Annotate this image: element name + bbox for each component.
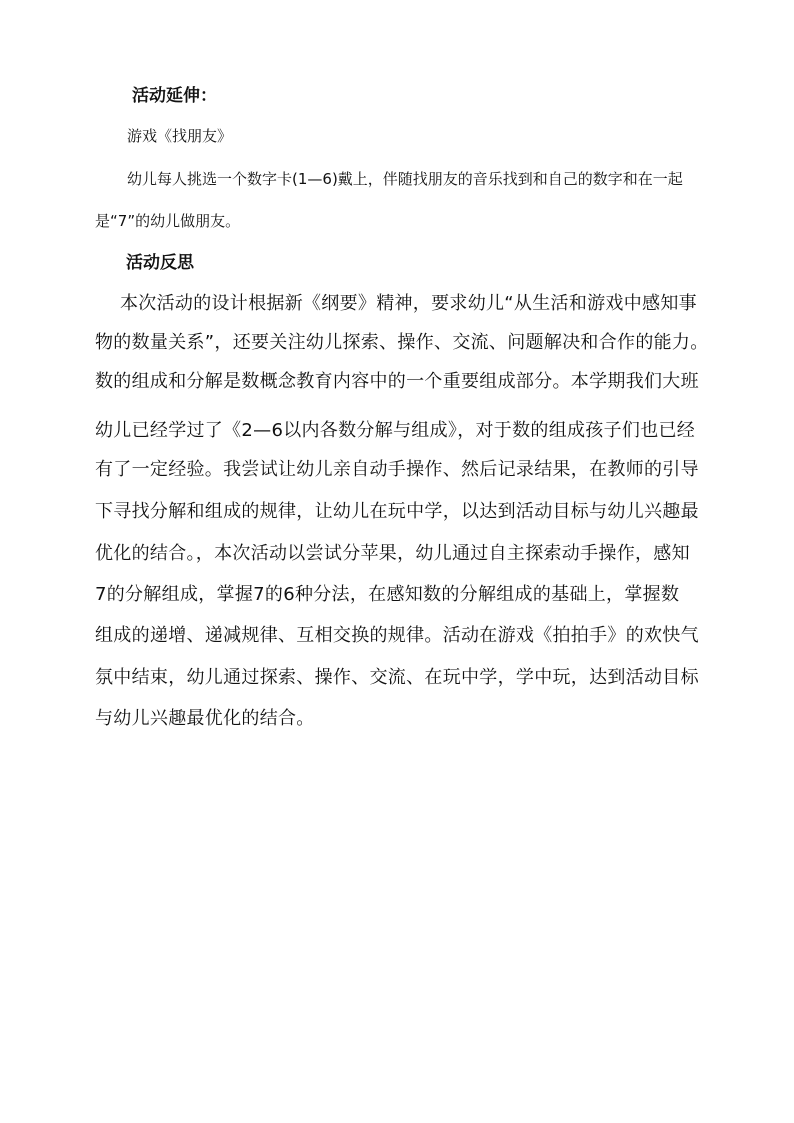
extension-heading: 活动延伸： bbox=[132, 86, 217, 106]
reflection-paragraph-line: 本次活动的设计根据新《纲要》精神，要求幼儿“从生活和游戏中感知事 bbox=[120, 293, 697, 314]
reflection-paragraph-line: 下寻找分解和组成的规律，让幼儿在玩中学，以达到活动目标与幼儿兴趣最 bbox=[95, 501, 699, 522]
extension-paragraph-line: 是“7”的幼儿做朋友。 bbox=[95, 212, 241, 230]
reflection-paragraph-line: 有了一定经验。我尝试让幼儿亲自动手操作、然后记录结果，在教师的引导 bbox=[95, 459, 699, 480]
reflection-paragraph-line: 氛中结束，幼儿通过探索、操作、交流、在玩中学，学中玩，达到活动目标 bbox=[95, 667, 699, 688]
reflection-heading: 活动反思 bbox=[126, 253, 194, 273]
reflection-paragraph-line: 数的组成和分解是数概念教育内容中的一个重要组成部分。本学期我们大班 bbox=[95, 371, 699, 392]
reflection-paragraph-line: 优化的结合。，本次活动以尝试分苹果，幼儿通过自主探索动手操作，感知 bbox=[95, 543, 690, 564]
reflection-paragraph-line: 组成的递增、递减规律、互相交换的规律。活动在游戏《拍拍手》的欢快气 bbox=[95, 625, 699, 646]
extension-paragraph-line: 幼儿每人挑选一个数字卡(1—6)戴上，伴随找朋友的音乐找到和自己的数字和在一起 bbox=[127, 170, 683, 188]
reflection-paragraph-line: 与幼儿兴趣最优化的结合。 bbox=[95, 708, 315, 729]
reflection-paragraph-line: 幼儿已经学过了《2—6以内各数分解与组成》，对于数的组成孩子们也已经 bbox=[95, 420, 696, 441]
reflection-paragraph-line: 7的分解组成，掌握7的6种分法，在感知数的分解组成的基础上，掌握数 bbox=[95, 584, 680, 605]
game-title: 游戏《找朋友》 bbox=[127, 127, 233, 145]
reflection-paragraph-line: 物的数量关系”，还要关注幼儿探索、操作、交流、问题解决和合作的能力。 bbox=[95, 332, 709, 353]
